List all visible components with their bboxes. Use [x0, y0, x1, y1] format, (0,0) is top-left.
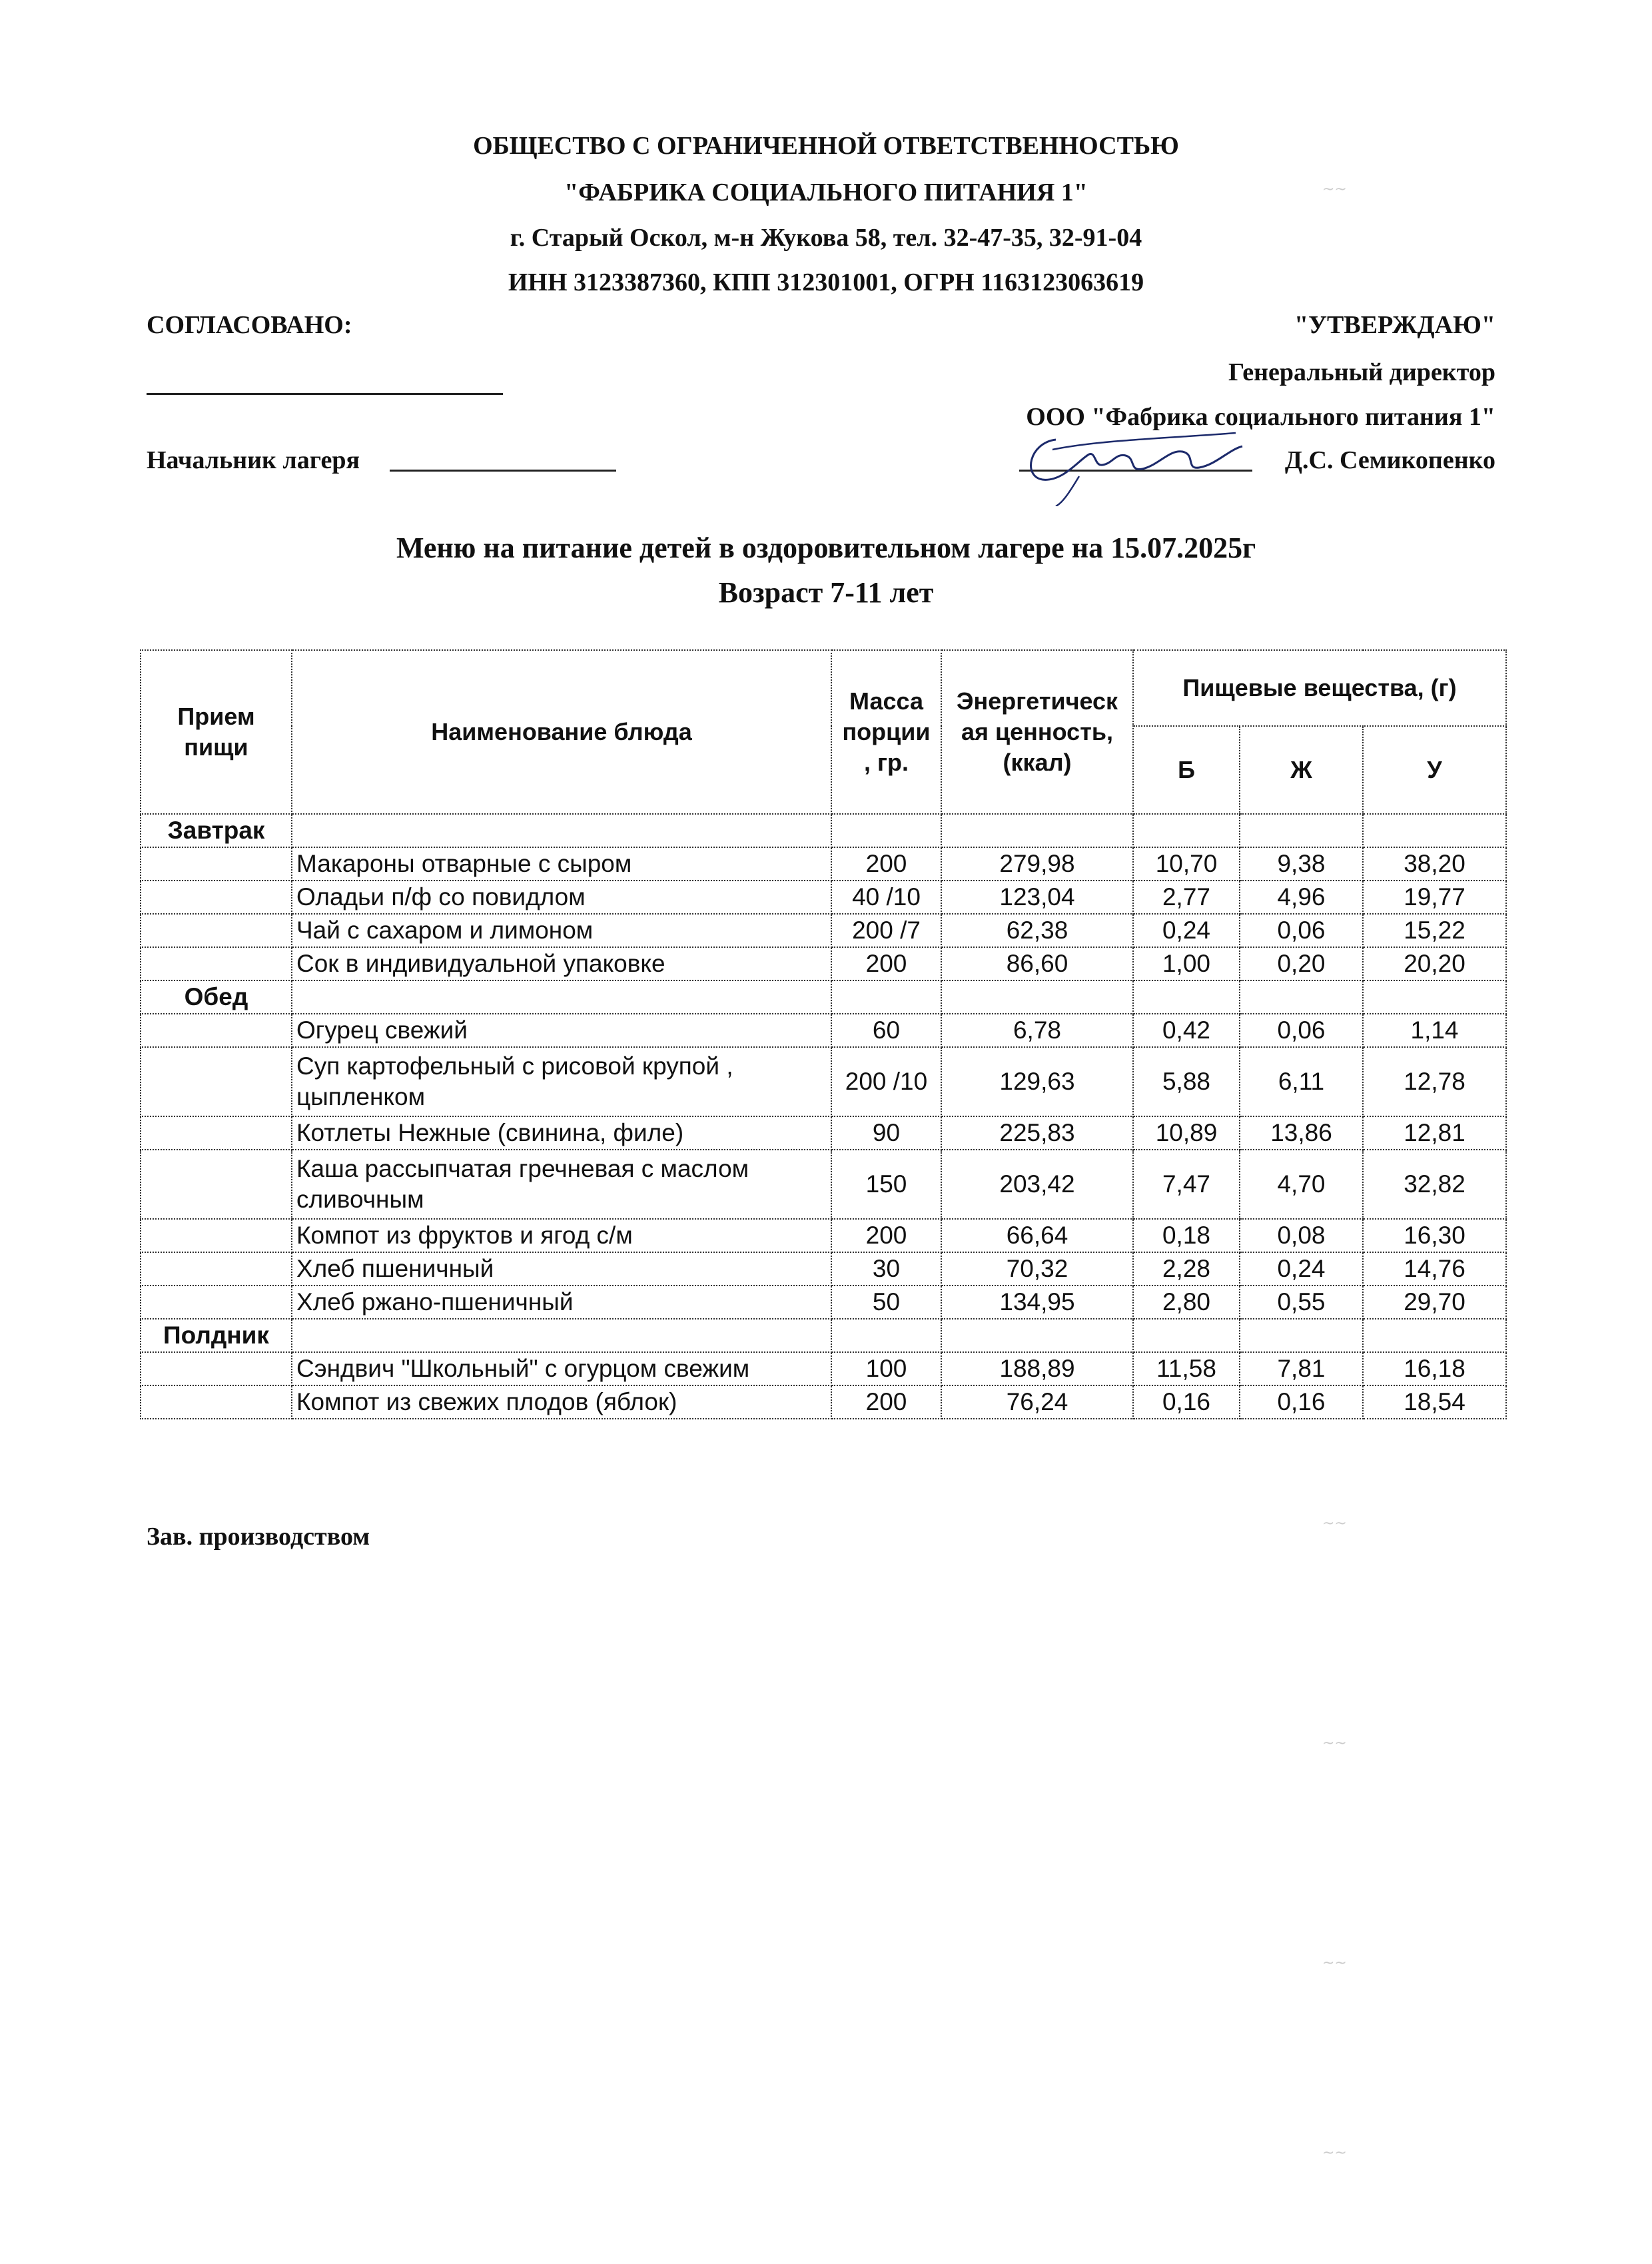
dish-energy: 203,42 — [941, 1150, 1133, 1219]
dish-mass: 200 — [831, 1219, 941, 1252]
dish-name: Сок в индивидуальной упаковке — [292, 947, 831, 980]
dish-mass: 50 — [831, 1286, 941, 1319]
dish-protein: 10,89 — [1133, 1116, 1240, 1150]
dish-mass: 30 — [831, 1252, 941, 1286]
dish-energy: 188,89 — [941, 1352, 1133, 1385]
dish-protein: 0,24 — [1133, 914, 1240, 947]
dish-mass: 200 — [831, 847, 941, 881]
table-row — [141, 1219, 1506, 1252]
table-row — [141, 1252, 1506, 1286]
table-row — [141, 1150, 1506, 1219]
camp-head-label: Начальник лагеря — [147, 446, 360, 474]
dish-energy: 86,60 — [941, 947, 1133, 980]
dish-energy: 279,98 — [941, 847, 1133, 881]
dish-name: Компот из фруктов и ягод с/м — [292, 1219, 831, 1252]
dish-mass: 40 /10 — [831, 881, 941, 914]
dish-protein: 0,42 — [1133, 1014, 1240, 1047]
menu-table-body — [141, 814, 1506, 1419]
agreed-label: СОГЛАСОВАНО: — [147, 311, 352, 339]
dish-fat: 4,96 — [1240, 881, 1363, 914]
dish-mass: 150 — [831, 1150, 941, 1219]
dish-name: Макароны отварные с сыром — [292, 847, 831, 881]
dish-carbs: 19,77 — [1363, 881, 1506, 914]
org-name-line2: "ФАБРИКА СОЦИАЛЬНОГО ПИТАНИЯ 1" — [564, 179, 1088, 206]
dish-energy: 129,63 — [941, 1047, 1133, 1116]
dish-name: Хлеб пшеничный — [292, 1252, 831, 1286]
meal-name: Завтрак — [141, 814, 292, 847]
table-row — [141, 914, 1506, 947]
production-head-label: Зав. производством — [147, 1523, 370, 1551]
meal-row — [141, 814, 1506, 847]
menu-table — [140, 649, 1507, 1419]
table-row — [141, 1352, 1506, 1385]
dish-name: Компот из свежих плодов (яблок) — [292, 1385, 831, 1419]
director-org: ООО "Фабрика социального питания 1" — [1026, 403, 1495, 431]
dish-energy: 62,38 — [941, 914, 1133, 947]
dish-fat: 9,38 — [1240, 847, 1363, 881]
header-protein: Б — [1133, 726, 1240, 814]
header-fat: Ж — [1240, 726, 1363, 814]
header-nutrients: Пищевые вещества, (г) — [1133, 650, 1506, 726]
dish-carbs: 20,20 — [1363, 947, 1506, 980]
scan-speck: ~~ — [1322, 1955, 1347, 1972]
header-energy: Энергетическ ая ценность, (ккал) — [941, 650, 1133, 814]
menu-age: Возраст 7-11 лет — [718, 576, 934, 609]
dish-fat: 0,16 — [1240, 1385, 1363, 1419]
director-name: Д.С. Семикопенко — [1284, 446, 1495, 474]
dish-name: Хлеб ржано-пшеничный — [292, 1286, 831, 1319]
dish-fat: 6,11 — [1240, 1047, 1363, 1116]
dish-name: Чай с сахаром и лимоном — [292, 914, 831, 947]
dish-protein: 10,70 — [1133, 847, 1240, 881]
scan-speck: ~~ — [1322, 1515, 1347, 1532]
dish-carbs: 18,54 — [1363, 1385, 1506, 1419]
menu-title: Меню на питание детей в оздоровительном лагере на 15.07.2025г — [396, 532, 1256, 564]
table-row — [141, 947, 1506, 980]
dish-mass: 200 /7 — [831, 914, 941, 947]
dish-fat: 0,20 — [1240, 947, 1363, 980]
dish-name: Оладьи п/ф со повидлом — [292, 881, 831, 914]
dish-protein: 0,16 — [1133, 1385, 1240, 1419]
dish-carbs: 12,78 — [1363, 1047, 1506, 1116]
table-row — [141, 1116, 1506, 1150]
header-carbs: У — [1363, 726, 1506, 814]
dish-carbs: 32,82 — [1363, 1150, 1506, 1219]
meal-row — [141, 980, 1506, 1014]
approve-label: "УТВЕРЖДАЮ" — [1294, 311, 1495, 339]
meal-name: Обед — [141, 980, 292, 1014]
dish-carbs: 16,30 — [1363, 1219, 1506, 1252]
table-row — [141, 1014, 1506, 1047]
header-meal: Прием пищи — [141, 650, 292, 814]
dish-name: Котлеты Нежные (свинина, филе) — [292, 1116, 831, 1150]
table-row — [141, 1047, 1506, 1116]
dish-name: Суп картофельный с рисовой крупой , цыпленком — [292, 1047, 831, 1116]
dish-mass: 200 — [831, 947, 941, 980]
dish-energy: 66,64 — [941, 1219, 1133, 1252]
dish-mass: 60 — [831, 1014, 941, 1047]
org-registration: ИНН 3123387360, КПП 312301001, ОГРН 1163123063619 — [508, 268, 1144, 296]
dish-carbs: 38,20 — [1363, 847, 1506, 881]
dish-name: Каша рассыпчатая гречневая с маслом сливочным — [292, 1150, 831, 1219]
dish-carbs: 1,14 — [1363, 1014, 1506, 1047]
dish-mass: 200 /10 — [831, 1047, 941, 1116]
dish-mass: 90 — [831, 1116, 941, 1150]
scan-speck: ~~ — [1322, 1735, 1347, 1752]
dish-name: Сэндвич "Школьный" с огурцом свежим — [292, 1352, 831, 1385]
table-row — [141, 847, 1506, 881]
dish-protein: 11,58 — [1133, 1352, 1240, 1385]
dish-fat: 0,06 — [1240, 1014, 1363, 1047]
dish-protein: 2,28 — [1133, 1252, 1240, 1286]
meal-row — [141, 1319, 1506, 1352]
dish-energy: 6,78 — [941, 1014, 1133, 1047]
header-dish: Наименование блюда — [292, 650, 831, 814]
scan-speck: ~~ — [1322, 181, 1347, 198]
dish-fat: 13,86 — [1240, 1116, 1363, 1150]
dish-protein: 2,77 — [1133, 881, 1240, 914]
dish-fat: 0,55 — [1240, 1286, 1363, 1319]
dish-mass: 100 — [831, 1352, 941, 1385]
dish-name: Огурец свежий — [292, 1014, 831, 1047]
director-signature — [1016, 413, 1269, 506]
dish-fat: 0,24 — [1240, 1252, 1363, 1286]
camp-head-signature-line — [390, 470, 616, 472]
table-row — [141, 1385, 1506, 1419]
dish-protein: 5,88 — [1133, 1047, 1240, 1116]
dish-mass: 200 — [831, 1385, 941, 1419]
agreed-signature-line — [147, 393, 503, 395]
dish-fat: 4,70 — [1240, 1150, 1363, 1219]
org-address: г. Старый Оскол, м-н Жукова 58, тел. 32-47-35, 32-91-04 — [510, 224, 1142, 252]
dish-protein: 0,18 — [1133, 1219, 1240, 1252]
header-mass: Масса порции , гр. — [831, 650, 941, 814]
dish-carbs: 16,18 — [1363, 1352, 1506, 1385]
dish-protein: 7,47 — [1133, 1150, 1240, 1219]
dish-energy: 123,04 — [941, 881, 1133, 914]
dish-carbs: 15,22 — [1363, 914, 1506, 947]
dish-carbs: 14,76 — [1363, 1252, 1506, 1286]
dish-energy: 76,24 — [941, 1385, 1133, 1419]
dish-protein: 1,00 — [1133, 947, 1240, 980]
dish-fat: 0,06 — [1240, 914, 1363, 947]
dish-carbs: 29,70 — [1363, 1286, 1506, 1319]
dish-carbs: 12,81 — [1363, 1116, 1506, 1150]
dish-protein: 2,80 — [1133, 1286, 1240, 1319]
scan-speck: ~~ — [1322, 2145, 1347, 2161]
director-title: Генеральный директор — [1228, 358, 1495, 386]
dish-fat: 7,81 — [1240, 1352, 1363, 1385]
dish-fat: 0,08 — [1240, 1219, 1363, 1252]
dish-energy: 70,32 — [941, 1252, 1133, 1286]
table-row — [141, 1286, 1506, 1319]
meal-name: Полдник — [141, 1319, 292, 1352]
table-row — [141, 881, 1506, 914]
org-name-line1: ОБЩЕСТВО С ОГРАНИЧЕННОЙ ОТВЕТСТВЕННОСТЬЮ — [473, 132, 1179, 160]
dish-energy: 134,95 — [941, 1286, 1133, 1319]
dish-energy: 225,83 — [941, 1116, 1133, 1150]
